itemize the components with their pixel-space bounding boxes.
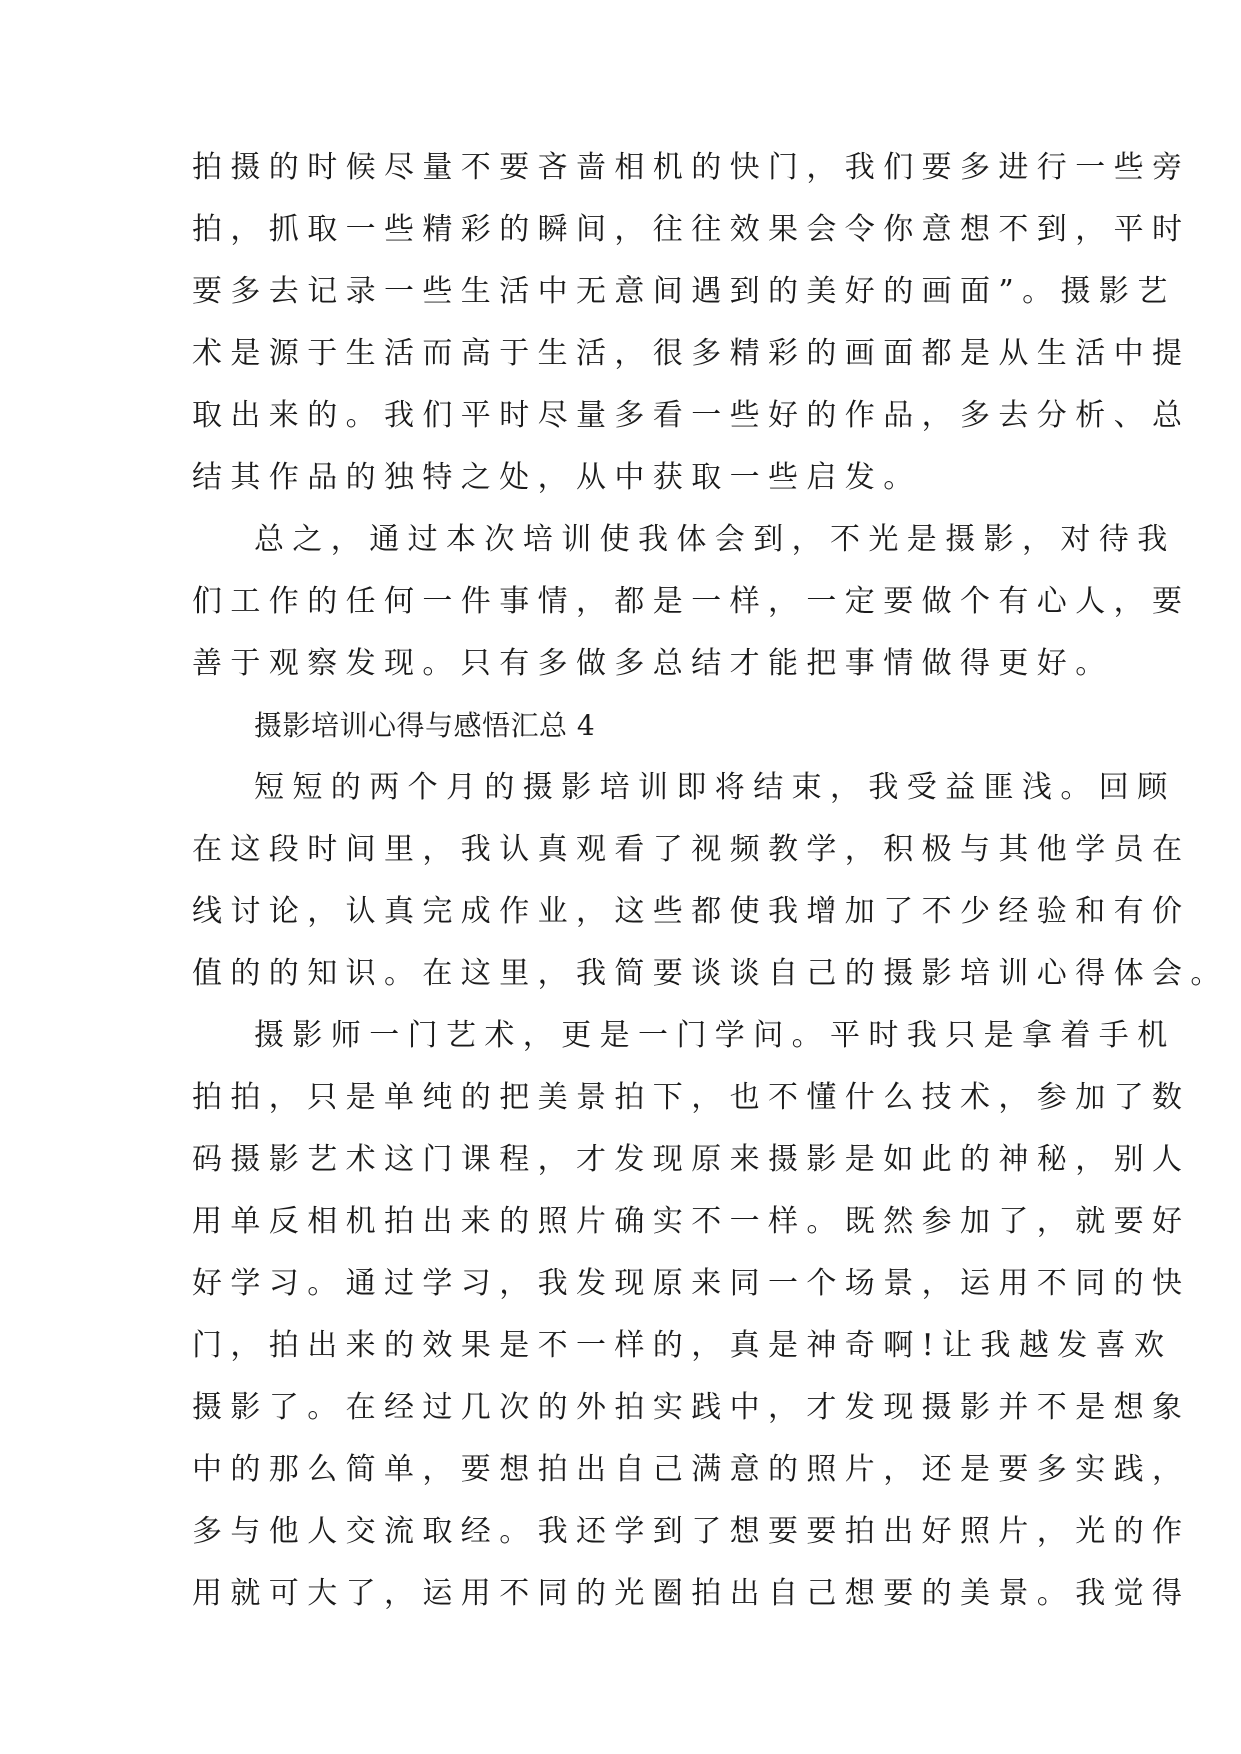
text-line: 中的那么简单，要想拍出自己满意的照片，还是要多实践， <box>192 1452 1191 1487</box>
text-line: 线讨论，认真完成作业，这些都使我增加了不少经验和有价 <box>192 894 1191 929</box>
text-line: 码摄影艺术这门课程，才发现原来摄影是如此的神秘，别人 <box>192 1142 1191 1177</box>
text-line: 术是源于生活而高于生活，很多精彩的画面都是从生活中提 <box>192 336 1191 371</box>
text-line: 善于观察发现。只有多做多总结才能把事情做得更好。 <box>192 646 1114 681</box>
text-line: 值的的知识。在这里，我简要谈谈自己的摄影培训心得体会。 <box>192 956 1229 991</box>
text-line: 总之，通过本次培训使我体会到，不光是摄影，对待我 <box>254 522 1176 557</box>
text-line: 在这段时间里，我认真观看了视频教学，积极与其他学员在 <box>192 832 1191 867</box>
text-line: 们工作的任何一件事情，都是一样，一定要做个有心人，要 <box>192 584 1191 619</box>
text-line: 要多去记录一些生活中无意间遇到的美好的画面”。摄影艺 <box>192 274 1176 309</box>
text-line: 拍拍，只是单纯的把美景拍下，也不懂什么技术，参加了数 <box>192 1080 1191 1115</box>
text-line: 取出来的。我们平时尽量多看一些好的作品，多去分析、总 <box>192 398 1191 433</box>
text-line: 用单反相机拍出来的照片确实不一样。既然参加了，就要好 <box>192 1204 1191 1239</box>
text-line: 门，拍出来的效果是不一样的，真是神奇啊!让我越发喜欢 <box>192 1328 1173 1363</box>
text-line: 拍摄的时候尽量不要吝啬相机的快门，我们要多进行一些旁 <box>192 150 1191 185</box>
text-line: 摄影了。在经过几次的外拍实践中，才发现摄影并不是想象 <box>192 1390 1191 1425</box>
text-line: 短短的两个月的摄影培训即将结束，我受益匪浅。回顾 <box>254 770 1176 805</box>
text-line: 摄影师一门艺术，更是一门学问。平时我只是拿着手机 <box>254 1018 1176 1053</box>
text-line: 结其作品的独特之处，从中获取一些启发。 <box>192 460 922 495</box>
text-line: 多与他人交流取经。我还学到了想要要拍出好照片，光的作 <box>192 1514 1191 1549</box>
text-line: 好学习。通过学习，我发现原来同一个场景，运用不同的快 <box>192 1266 1191 1301</box>
section-heading: 摄影培训心得与感悟汇总 4 <box>254 709 596 742</box>
text-line: 用就可大了，运用不同的光圈拍出自己想要的美景。我觉得 <box>192 1576 1191 1611</box>
text-line: 拍，抓取一些精彩的瞬间，往往效果会令你意想不到，平时 <box>192 212 1191 247</box>
